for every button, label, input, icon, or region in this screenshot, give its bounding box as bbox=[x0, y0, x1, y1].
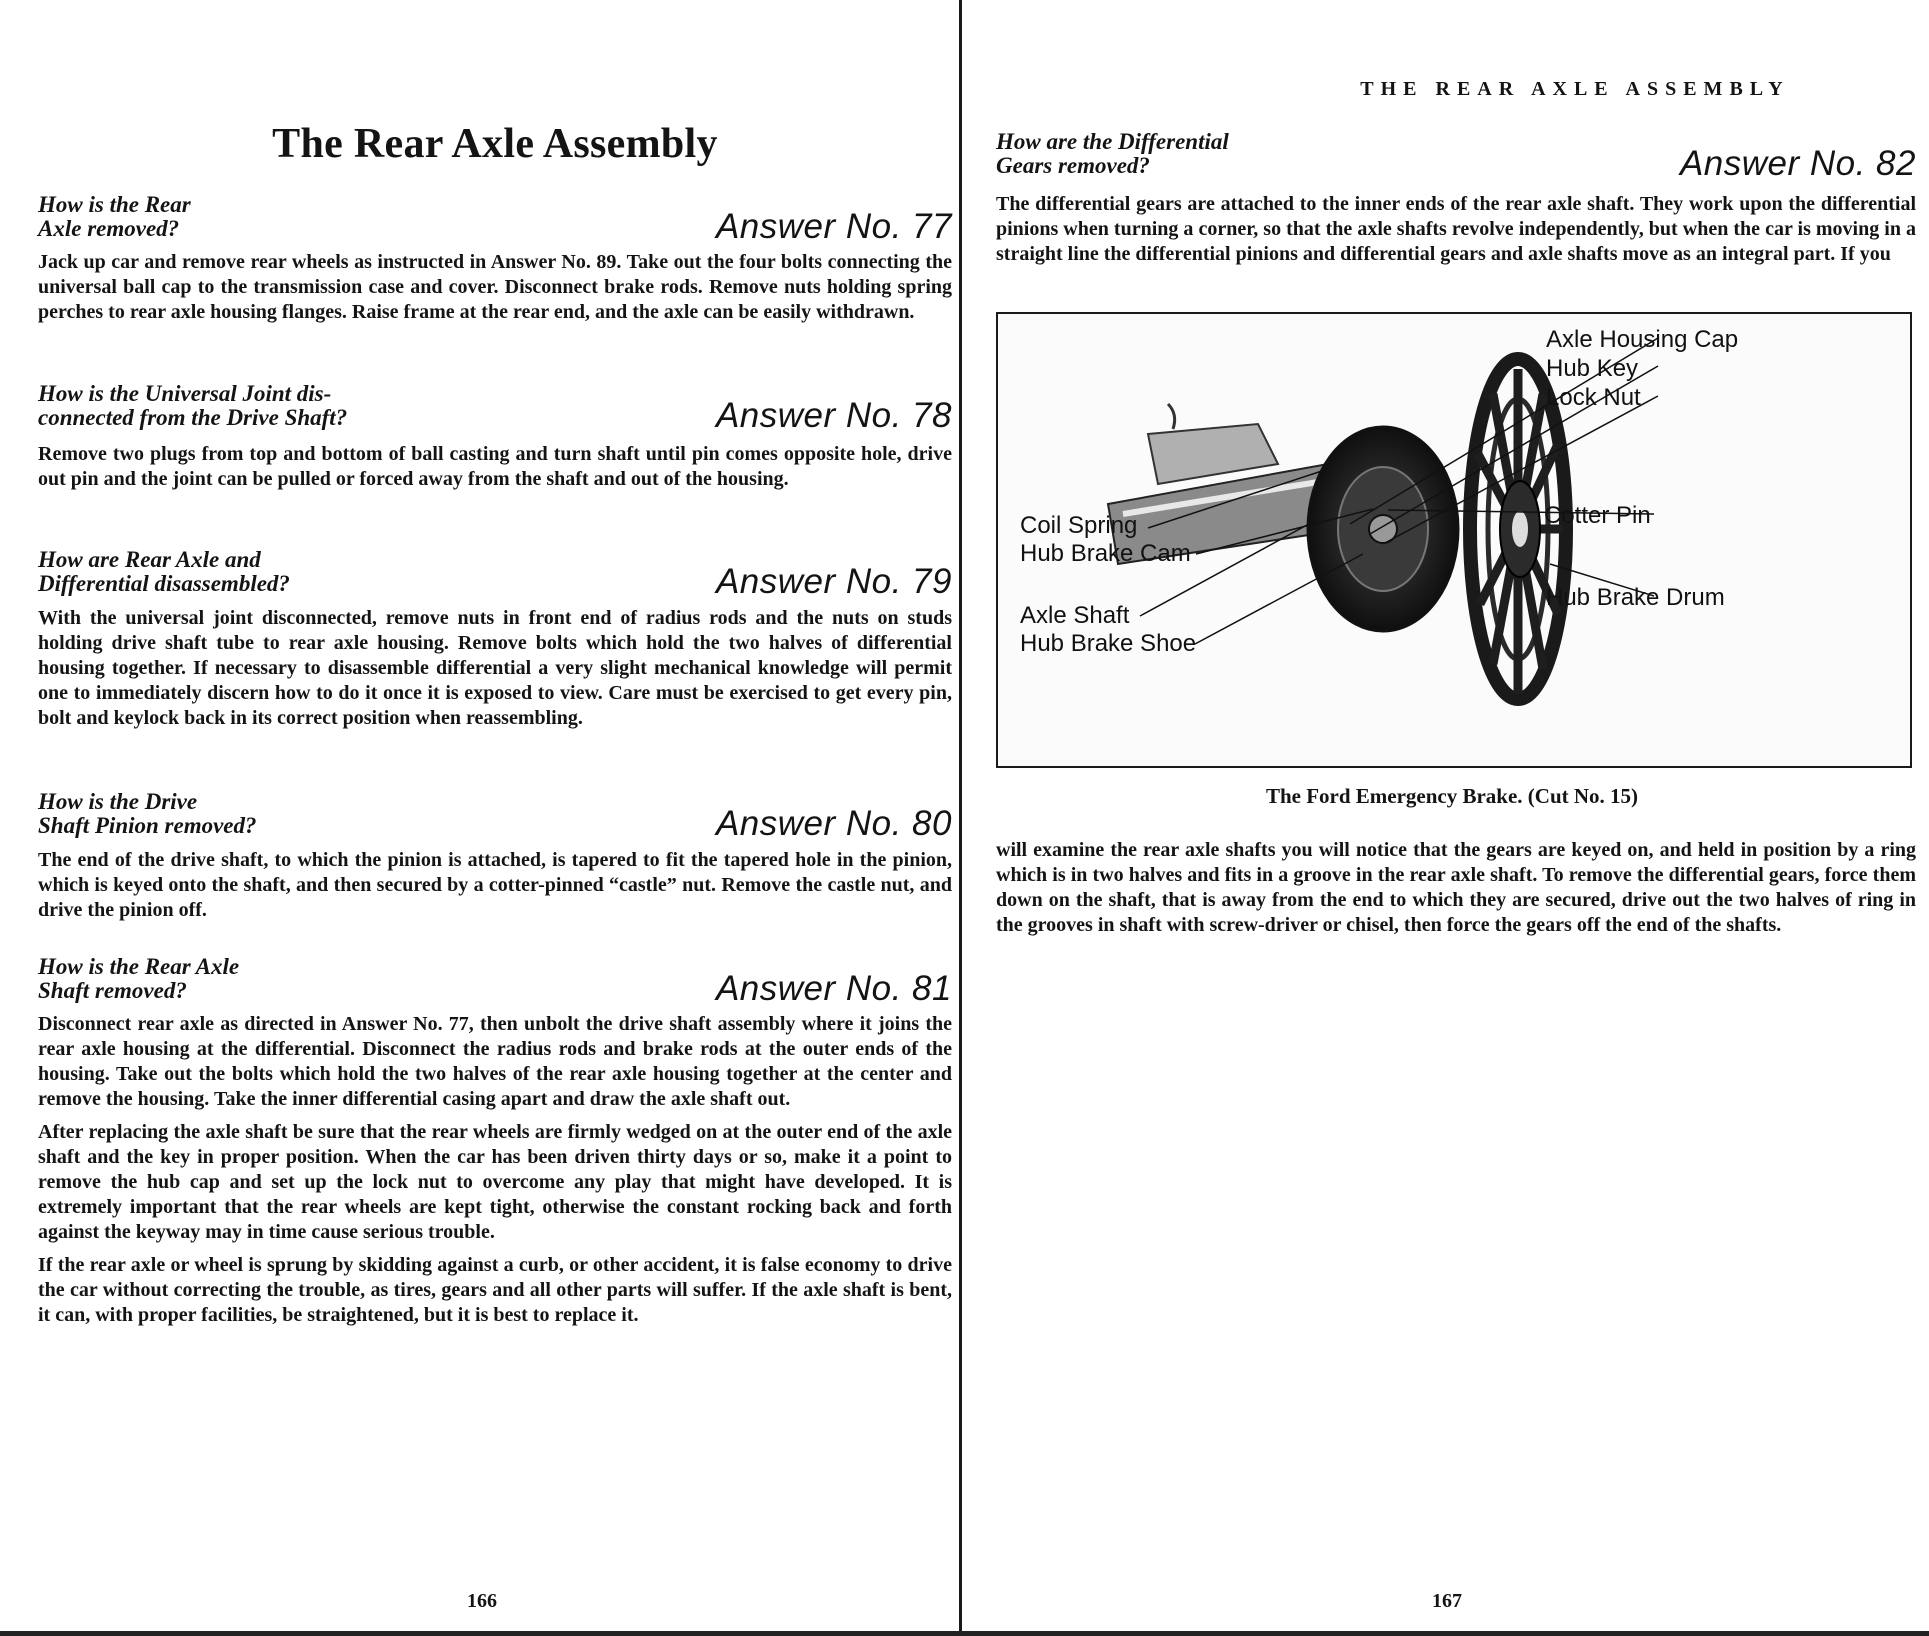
question-79: How are Rear Axle and Differential disassembled? bbox=[38, 547, 290, 596]
book-binding-gutter bbox=[959, 0, 962, 1636]
answer-paragraph: Disconnect rear axle as directed in Answer No. 77, then unbolt the drive shaft assembly where it joins the rear axle housing at the differential. Disconnect the radius rods and brake rods at the outer ends of the housing. Take out the bolts which hold the two halves of the rear axle housing together at the center and remove the housing. Take the inner differential casing apart and draw the axle shaft out. bbox=[38, 1013, 952, 1110]
answer-number-77: Answer No. 77 bbox=[715, 207, 952, 246]
qa-header-82 bbox=[996, 130, 1916, 190]
answer-paragraph: The end of the drive shaft, to which the pinion is attached, is tapered to fit the tapered hole in the pinion, which is keyed onto the shaft, and then secured by a cotter-pinned “castle” nut. Remove the castle nut, and drive the pinion off. bbox=[38, 849, 952, 921]
answer-number-79: Answer No. 79 bbox=[715, 562, 952, 601]
qa-header-77 bbox=[38, 193, 952, 253]
label-hub-brake-shoe: Hub Brake Shoe bbox=[1020, 630, 1197, 657]
answer-body-82-bottom bbox=[996, 838, 1916, 946]
answer-paragraph: Jack up car and remove rear wheels as instructed in Answer No. 89. Take out the four bolts connecting the universal ball cap to the transmission case and cover. Disconnect brake rods. Remove nuts holding spring perches to rear axle housing flanges. Raise frame at the rear end, and the axle can be easily withdrawn. bbox=[38, 251, 952, 323]
qa-header-78 bbox=[38, 382, 952, 442]
label-axle-housing-cap: Axle Housing Cap bbox=[1546, 326, 1739, 353]
answer-body-77 bbox=[38, 250, 952, 333]
answer-body-82-top bbox=[996, 192, 1916, 275]
answer-body-79 bbox=[38, 606, 952, 739]
qa-header-81 bbox=[38, 955, 952, 1015]
answer-paragraph: If the rear axle or wheel is sprung by skidding against a curb, or other accident, it is false economy to drive the car without correcting the trouble, as tires, gears and all other parts will suffer. If the axle shaft is bent, it can, with proper facilities, be straightened, but it is best to replace it. bbox=[38, 1254, 952, 1326]
emergency-brake-figure bbox=[996, 312, 1912, 768]
answer-body-78 bbox=[38, 442, 952, 500]
answer-paragraph: will examine the rear axle shafts you will notice that the gears are keyed on, and held in position by a ring which is in two halves and fits in a groove in the rear axle shaft. To remove the differential gears, force them down on the shaft, that is away from the end to which they are secured, drive out the two halves of ring in the grooves in shaft with screw-driver or chisel, then force the gears off the end of the shafts. bbox=[996, 839, 1916, 936]
scan-bottom-edge bbox=[0, 1631, 1929, 1636]
page-number-left: 166 bbox=[467, 1590, 497, 1612]
answer-body-81 bbox=[38, 1012, 952, 1336]
label-hub-brake-cam: Hub Brake Cam bbox=[1020, 540, 1191, 567]
question-80: How is the Drive Shaft Pinion removed? bbox=[38, 789, 257, 838]
answer-paragraph: After replacing the axle shaft be sure that the rear wheels are firmly wedged on at the outer end of the axle shaft and the key in proper position. When the car has been driven thirty days or so, make it a point to remove the hub cap and set up the lock nut to overcome any play that might have developed. It is extremely important that the rear wheels are kept tight, otherwise the constant rocking back and forth against the keyway may in time cause serious trouble. bbox=[38, 1121, 952, 1243]
figure-caption: The Ford Emergency Brake. (Cut No. 15) bbox=[1265, 784, 1639, 808]
qa-header-79 bbox=[38, 548, 952, 608]
answer-paragraph: Remove two plugs from top and bottom of ball casting and turn shaft until pin comes opposite hole, drive out pin and the joint can be pulled or forced away from the shaft and out of the housing. bbox=[38, 443, 952, 490]
label-hub-brake-drum: Hub Brake Drum bbox=[1546, 584, 1725, 611]
running-head: THE REAR AXLE ASSEMBLY bbox=[1360, 78, 1790, 100]
label-axle-shaft: Axle Shaft bbox=[1020, 602, 1130, 629]
question-81: How is the Rear Axle Shaft removed? bbox=[38, 954, 240, 1003]
label-cotter-pin: Cotter Pin bbox=[1544, 502, 1651, 529]
question-78: How is the Universal Joint dis- connected from the Drive Shaft? bbox=[38, 381, 348, 430]
page-number-right: 167 bbox=[1432, 1590, 1462, 1612]
qa-header-80 bbox=[38, 790, 952, 850]
label-coil-spring: Coil Spring bbox=[1020, 512, 1138, 539]
answer-number-82: Answer No. 82 bbox=[1679, 144, 1916, 183]
left-page bbox=[0, 0, 958, 1636]
question-77: How is the Rear Axle removed? bbox=[38, 192, 191, 241]
right-page bbox=[966, 0, 1929, 1636]
answer-paragraph: With the universal joint disconnected, remove nuts in front end of radius rods and the nuts on studs holding drive shaft tube to rear axle housing. Remove bolts which hold the two halves of differential housing together. If necessary to disassemble differential a very slight mechanical knowledge will permit one to immediately discern how to do it once it is exposed to view. Care must be exercised to get every pin, bolt and keylock back in its correct position when reassembling. bbox=[38, 607, 952, 729]
page-title: The Rear Axle Assembly bbox=[272, 121, 718, 167]
question-82: How are the Differential Gears removed? bbox=[996, 129, 1229, 178]
answer-body-80 bbox=[38, 848, 952, 931]
label-hub-key: Hub Key bbox=[1546, 355, 1639, 382]
answer-number-78: Answer No. 78 bbox=[715, 396, 952, 435]
label-lock-nut: Lock Nut bbox=[1546, 384, 1641, 411]
answer-paragraph: The differential gears are attached to the inner ends of the rear axle shaft. They work upon the differential pinions when turning a corner, so that the axle shafts revolve independently, but when the car is moving in a straight line the differential pinions and differential gears and axle shafts move as an integral part. If you bbox=[996, 193, 1916, 265]
answer-number-81: Answer No. 81 bbox=[715, 969, 952, 1008]
answer-number-80: Answer No. 80 bbox=[715, 804, 952, 843]
